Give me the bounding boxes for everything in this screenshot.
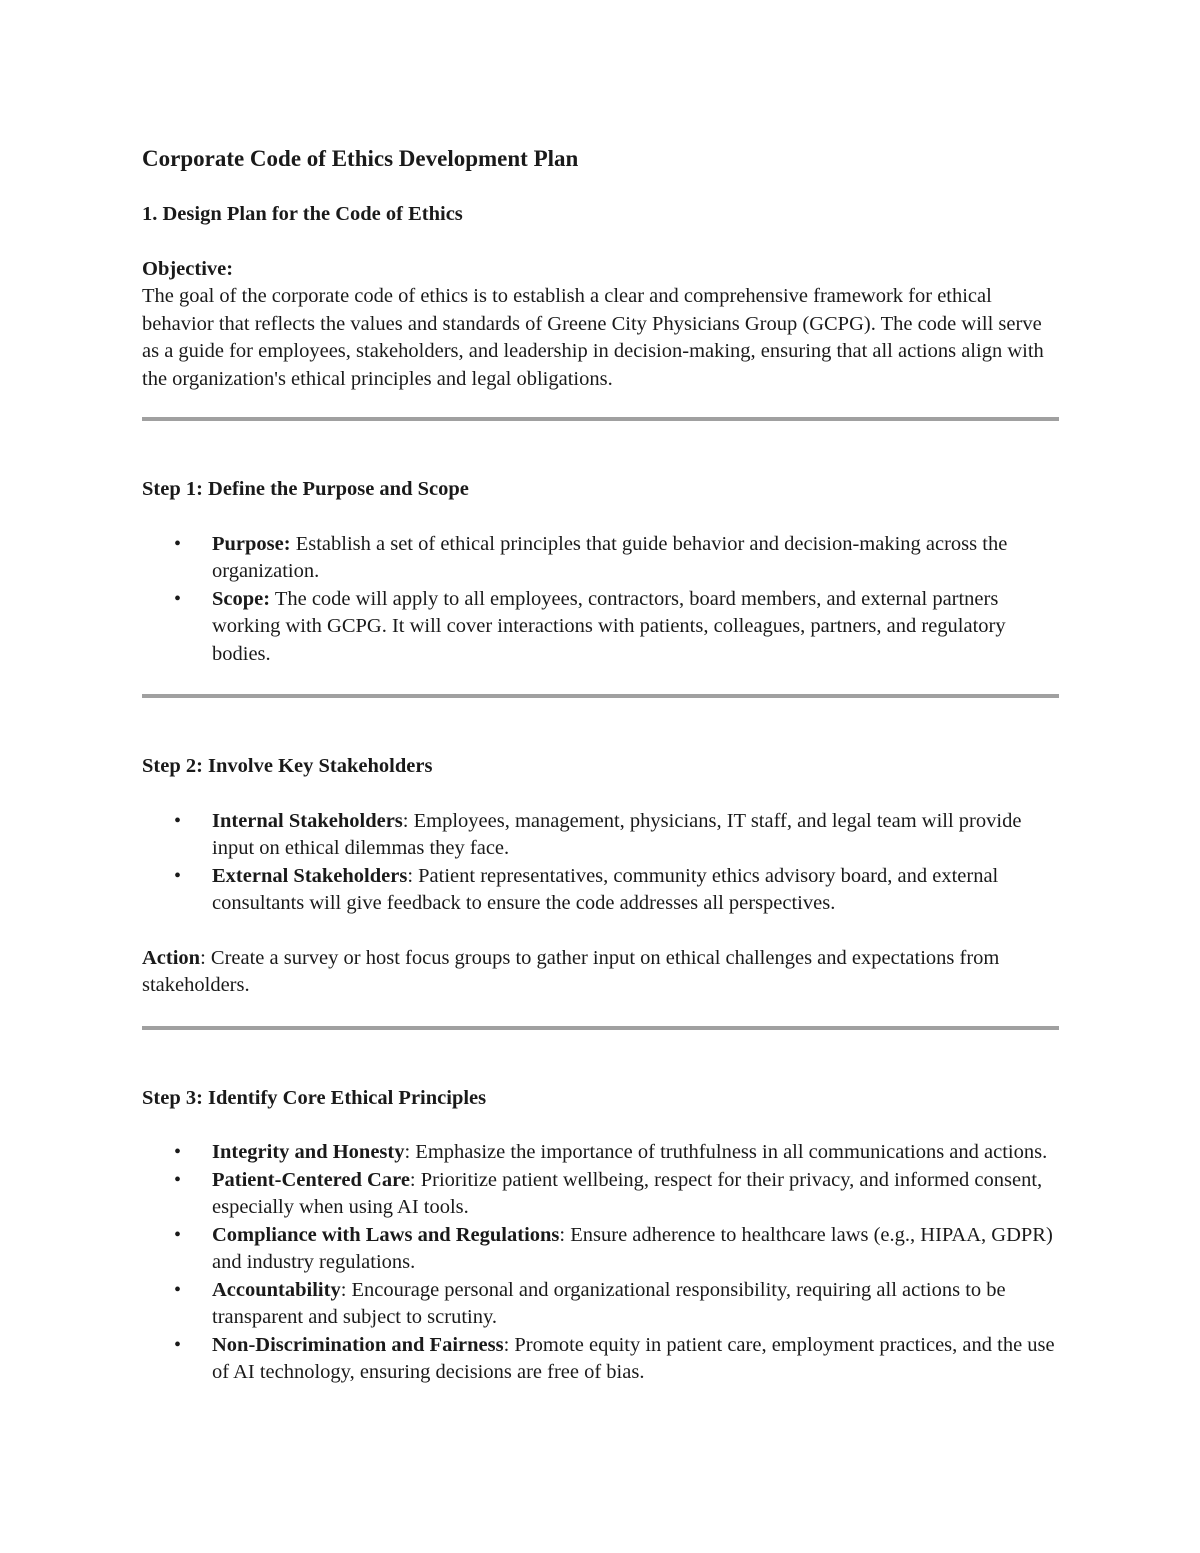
- action-text: : Create a survey or host focus groups to gather input on ethical challenges and expectations from stakeholders.: [142, 946, 1000, 996]
- list-item-term: Accountability: [212, 1278, 341, 1301]
- list-item: [142, 1277, 1060, 1332]
- list-item-term: Patient-Centered Care: [212, 1168, 410, 1191]
- list-item-text: : Employees, management, physicians, IT staff, and legal team will provide input on ethical dilemmas they face.: [212, 809, 1022, 859]
- step-3-list: [142, 1139, 1060, 1387]
- list-item-term: Internal Stakeholders: [212, 809, 403, 832]
- list-item: [142, 586, 1060, 669]
- list-item-term: Compliance with Laws and Regulations: [212, 1223, 560, 1246]
- step-2-list: [142, 808, 1060, 918]
- list-item: [142, 531, 1060, 586]
- list-item-text: The code will apply to all employees, contractors, board members, and external partners working with GCPG. It will cover interactions with patients, colleagues, partners, and regulatory bodies.: [212, 587, 1006, 665]
- list-item-text: : Encourage personal and organizational responsibility, requiring all actions to be transparent and subject to scrutiny.: [212, 1278, 1006, 1328]
- document-title: Corporate Code of Ethics Development Plan: [142, 146, 579, 171]
- bullet-icon: •: [174, 1168, 182, 1191]
- bullet-icon: •: [174, 1141, 182, 1163]
- bullet-icon: •: [174, 532, 182, 555]
- list-item-term: Non-Discrimination and Fairness: [212, 1333, 504, 1356]
- step-3-heading: Step 3: Identify Core Ethical Principles: [142, 1086, 487, 1109]
- section-heading-design-plan: 1. Design Plan for the Code of Ethics: [142, 203, 463, 225]
- objective-label: Objective:: [142, 257, 234, 280]
- list-item-term: External Stakeholders: [212, 864, 408, 887]
- bullet-icon: •: [174, 1278, 182, 1301]
- step-1-heading: Step 1: Define the Purpose and Scope: [142, 478, 469, 500]
- bullet-icon: •: [174, 587, 182, 610]
- objective-text: The goal of the corporate code of ethics is to establish a clear and comprehensive framework for ethical behavior that reflects the values and standards of Greene City Physicians Group (GCPG). The code will serve as a guide for employees, stakeholders, and leadership in decision-making, ensuring that all actions align with the organization's ethical principles and legal obligations.: [142, 285, 1044, 390]
- action-paragraph: [142, 945, 1060, 1000]
- list-item-text: Establish a set of ethical principles that guide behavior and decision-making across the organization.: [212, 532, 1008, 582]
- horizontal-divider: [142, 1026, 1059, 1030]
- list-item-term: Integrity and Honesty: [212, 1141, 405, 1163]
- action-label: Action: [142, 946, 201, 969]
- list-item-term: Purpose:: [212, 532, 291, 555]
- step-2-heading: Step 2: Involve Key Stakeholders: [142, 755, 433, 777]
- list-item-text: : Ensure adherence to healthcare laws (e.g., HIPAA, GDPR) and industry regulations.: [212, 1223, 1053, 1273]
- list-item: [142, 863, 1060, 918]
- list-item: [142, 1167, 1060, 1222]
- step-1-list: [142, 531, 1060, 669]
- horizontal-divider: [142, 694, 1059, 698]
- bullet-icon: •: [174, 1223, 182, 1246]
- list-item-text: : Promote equity in patient care, employment practices, and the use of AI technology, ensuring decisions are free of bias.: [212, 1333, 1055, 1383]
- bullet-icon: •: [174, 809, 182, 832]
- list-item-text: : Prioritize patient wellbeing, respect for their privacy, and informed consent, especially when using AI tools.: [212, 1168, 1043, 1218]
- document-page: [142, 140, 1060, 1387]
- bullet-icon: •: [174, 864, 182, 887]
- list-item: [142, 808, 1060, 863]
- horizontal-divider: [142, 417, 1059, 421]
- bullet-icon: •: [174, 1333, 182, 1356]
- list-item-text: : Patient representatives, community ethics advisory board, and external consultants will give feedback to ensure the code addresses all perspectives.: [212, 864, 999, 914]
- list-item: [142, 1332, 1060, 1387]
- list-item-text: : Emphasize the importance of truthfulness in all communications and actions.: [404, 1141, 1048, 1163]
- list-item: [142, 1139, 1060, 1167]
- list-item: [142, 1222, 1060, 1277]
- list-item-term: Scope:: [212, 587, 271, 610]
